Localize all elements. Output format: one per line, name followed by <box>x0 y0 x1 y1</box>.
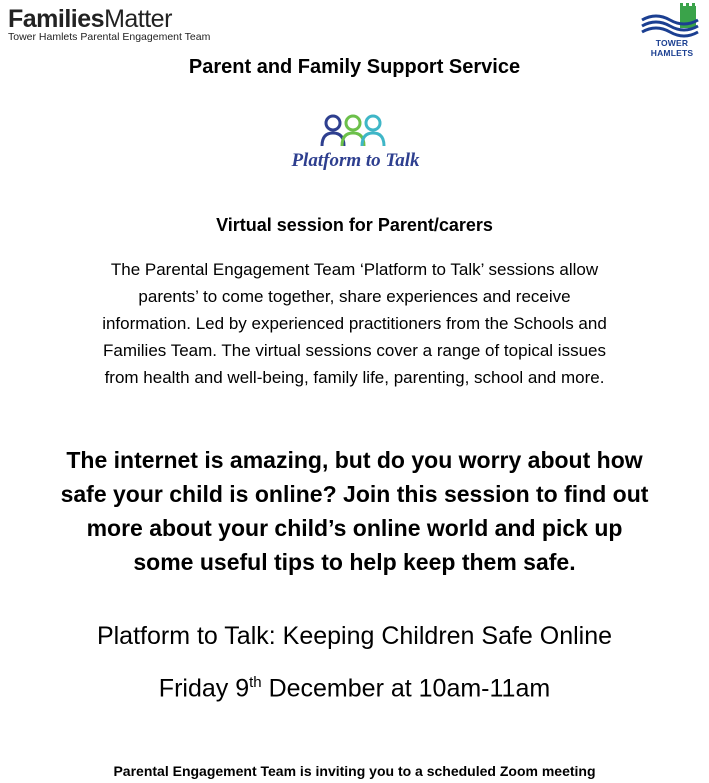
session-title: Virtual session for Parent/carers <box>216 215 493 235</box>
event-title: Platform to Talk: Keeping Children Safe Online <box>96 622 613 650</box>
event-date <box>0 674 709 703</box>
intro-paragraph <box>40 256 669 391</box>
highlight-line: The internet is amazing, but do you worry about how <box>66 447 643 473</box>
intro-line: from health and well-being, family life, parenting, school and more. <box>104 368 605 387</box>
brand-name-regular: Matter <box>104 5 172 33</box>
intro-line: Families Team. The virtual sessions cover a range of topical issues <box>103 341 606 360</box>
intro-line: parents’ to come together, share experiences and receive <box>138 287 571 306</box>
brand-name-bold: Families <box>8 5 105 33</box>
families-matter-logo <box>8 6 210 43</box>
event-date-day: Friday 9 <box>158 674 250 703</box>
service-title: Parent and Family Support Service <box>188 56 521 78</box>
event-date-time: December at 10am-11am <box>261 674 551 703</box>
zoom-invite-text: Parental Engagement Team is inviting you to a scheduled Zoom meeting <box>113 763 596 779</box>
tower-hamlets-logo-text: TOWER HAMLETS <box>650 38 694 58</box>
intro-line: The Parental Engagement Team ‘Platform to Talk’ sessions allow <box>110 260 599 279</box>
highlight-line: some useful tips to help keep them safe. <box>133 549 576 575</box>
brand-name <box>8 6 210 32</box>
highlight-paragraph <box>30 443 679 579</box>
highlight-line: more about your child’s online world and pick up <box>86 515 623 541</box>
intro-line: information. Led by experienced practitioners from the Schools and <box>102 314 607 333</box>
event-date-suffix: th <box>249 674 262 691</box>
platform-to-talk-logo-text: Platform to Talk <box>291 150 420 171</box>
highlight-line: safe your child is online? Join this session to find out <box>60 481 649 507</box>
brand-subtitle: Tower Hamlets Parental Engagement Team <box>8 31 211 43</box>
